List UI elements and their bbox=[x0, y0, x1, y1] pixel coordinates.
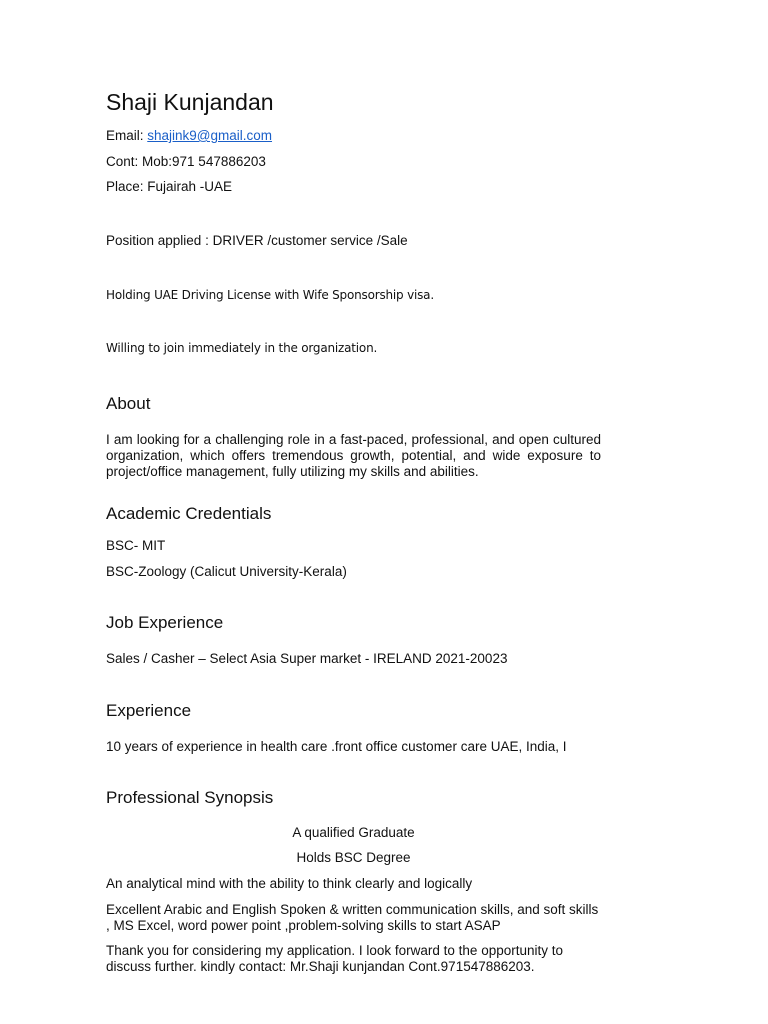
synopsis-centered-line: Holds BSC Degree bbox=[296, 850, 411, 865]
license-line: Holding UAE Driving License with Wife Sponsorship visa. bbox=[106, 288, 434, 302]
academic-item: BSC-Zoology (Calicut University-Kerala) bbox=[106, 564, 347, 579]
about-heading: About bbox=[106, 394, 151, 413]
synopsis-skills: Excellent Arabic and English Spoken & written communication skills, and soft skills , MS Excel, word power point ,problem-solving skills to start ASAP bbox=[106, 902, 599, 933]
place-line: Place: Fujairah -UAE bbox=[106, 179, 233, 194]
position-applied: Position applied : DRIVER /customer service /Sale bbox=[106, 233, 408, 248]
academic-item: BSC- MIT bbox=[106, 538, 166, 553]
experience-heading: Experience bbox=[106, 701, 192, 720]
email-line bbox=[106, 128, 272, 143]
job-experience-heading: Job Experience bbox=[106, 613, 224, 632]
synopsis-thanks: Thank you for considering my application. I look forward to the opportunity to discuss further. kindly contact: Mr.Shaji kunjandan Cont.971547886203. bbox=[106, 943, 563, 974]
academic-heading: Academic Credentials bbox=[106, 504, 272, 523]
synopsis-centered-line: A qualified Graduate bbox=[292, 825, 415, 840]
email-link[interactable]: shajink9@gmail.com bbox=[147, 128, 273, 143]
synopsis-analytical: An analytical mind with the ability to think clearly and logically bbox=[106, 876, 473, 891]
experience-text: 10 years of experience in health care .front office customer care UAE, India, I bbox=[106, 739, 567, 754]
synopsis-heading: Professional Synopsis bbox=[106, 788, 274, 807]
email-label: Email: bbox=[106, 128, 148, 143]
willing-line: Willing to join immediately in the organization. bbox=[106, 341, 378, 355]
about-text: I am looking for a challenging role in a fast-paced, professional, and open cultured organization, which offers tremendous growth, potential, and wide exposure to project/office management, fully utilizing my skills and abilities. bbox=[106, 432, 601, 479]
contact-line: Cont: Mob:971 547886203 bbox=[106, 154, 266, 169]
job-experience-text: Sales / Casher – Select Asia Super market - IRELAND 2021-20023 bbox=[106, 651, 508, 666]
candidate-name: Shaji Kunjandan bbox=[106, 89, 274, 115]
